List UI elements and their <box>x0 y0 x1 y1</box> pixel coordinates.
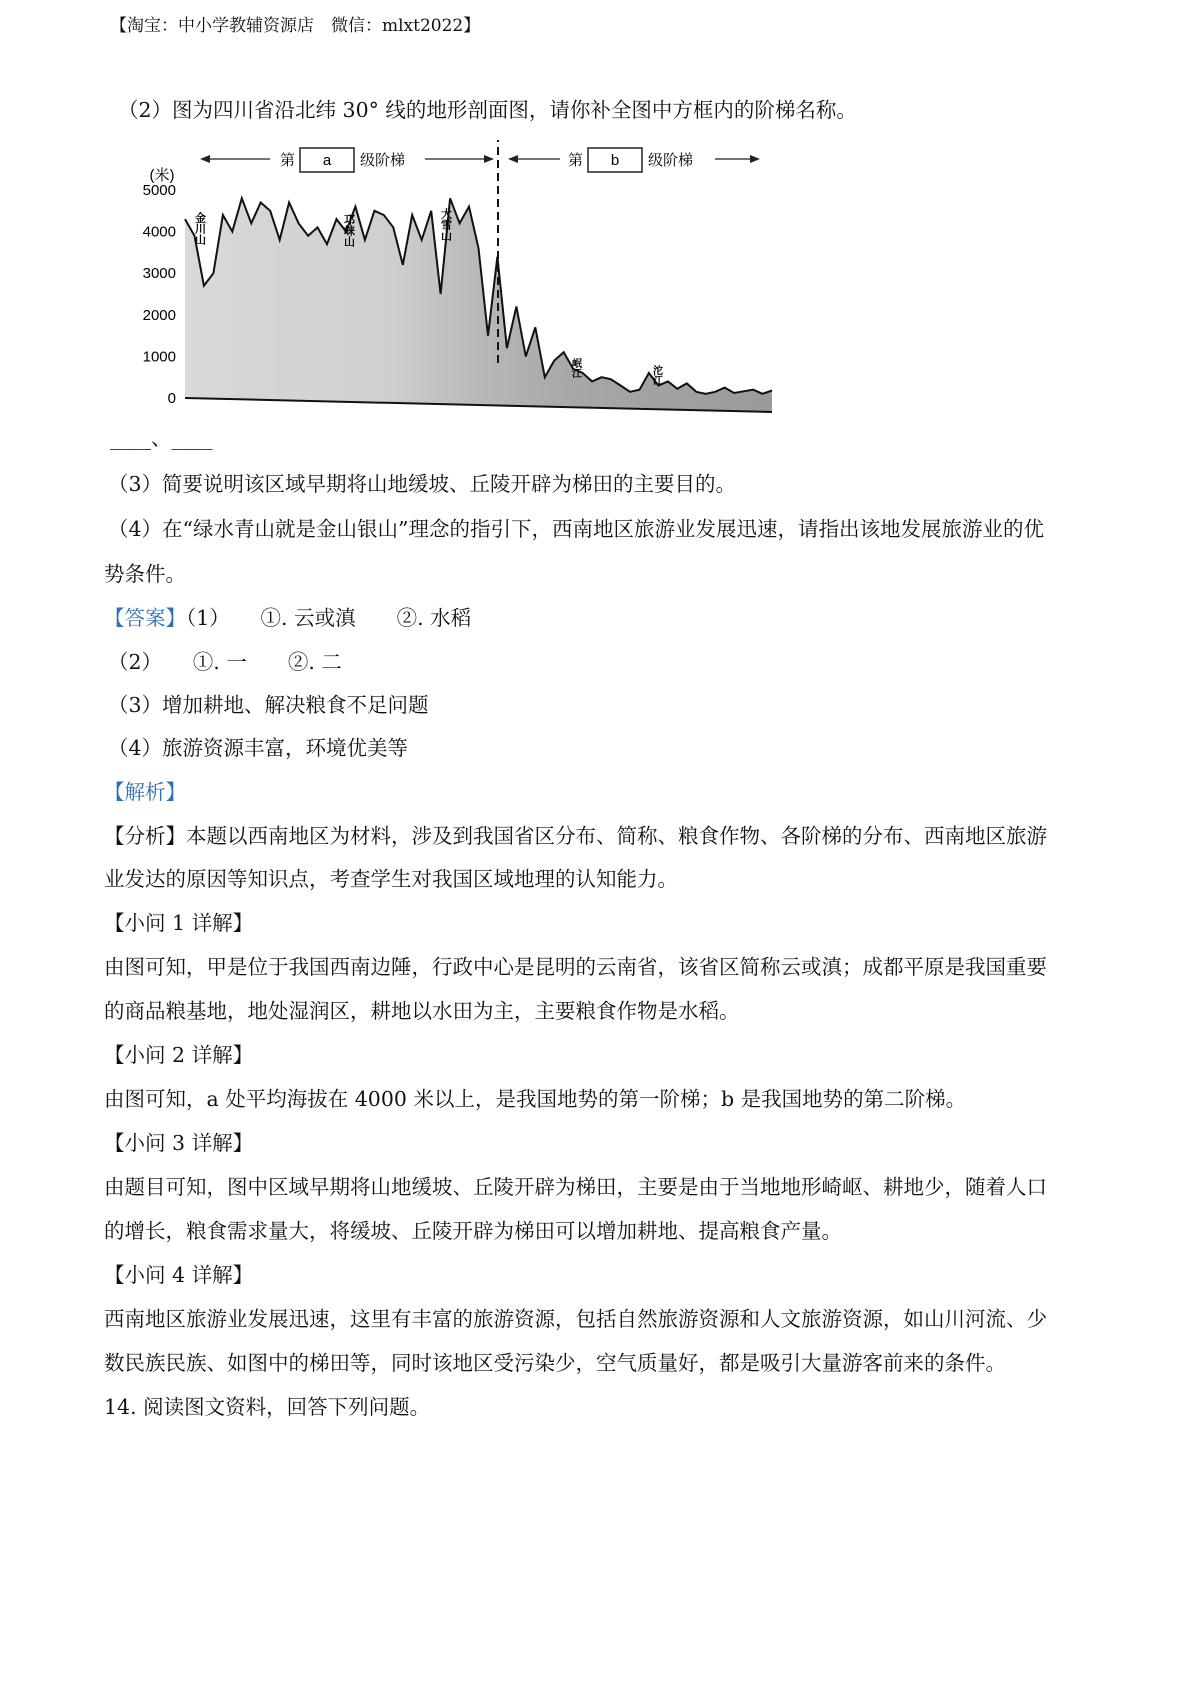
question-4-line-1: （4）在“绿水青山就是金山银山”理念的指引下，西南地区旅游业发展迅速，请指出该地发展旅游业的优 <box>108 517 1045 541</box>
answer-1: （1） ①. 云或滇 ②. 水稻 <box>186 606 472 630</box>
question-14: 14. 阅读图文资料，回答下列问题。 <box>104 1395 431 1419</box>
y-tick-label: 0 <box>167 390 176 407</box>
right-step-box-text: b <box>610 152 620 169</box>
sub-question-2-title: 【小问 2 详解】 <box>104 1043 254 1067</box>
sub-question-2-line-1: 由图可知，a 处平均海拔在 4000 米以上，是我国地势的第一阶梯；b 是我国地势的第二阶梯。 <box>104 1087 967 1111</box>
terrain-profile-chart <box>140 140 860 460</box>
analysis-tag: 【解析】 <box>104 780 186 804</box>
left-step-label-pre: 第 <box>280 151 296 169</box>
y-tick-label: 4000 <box>142 223 176 241</box>
y-axis-labels <box>143 182 176 407</box>
answer-4: （4）旅游资源丰富，环境优美等 <box>108 736 409 760</box>
question-2-blank: ____、____ <box>110 426 213 450</box>
y-tick-label: 2000 <box>142 306 176 324</box>
right-arrowhead-2 <box>750 155 760 163</box>
annotation-2: 邛崃山 <box>342 214 356 247</box>
sub-question-3-title: 【小问 3 详解】 <box>104 1131 254 1155</box>
answer-2: （2） ①. 一 ②. 二 <box>108 650 342 674</box>
analysis-line-2: 业发达的原因等知识点，考查学生对我国区域地理的认知能力。 <box>104 867 678 891</box>
analysis-line-1: 【分析】本题以西南地区为材料，涉及到我国省区分布、简称、粮食作物、各阶梯的分布、西南地区旅游 <box>104 824 1047 848</box>
left-arrowhead-2 <box>484 155 494 163</box>
answer-3: （3）增加耕地、解决粮食不足问题 <box>108 693 429 717</box>
question-4-line-2: 势条件。 <box>104 562 186 586</box>
annotation-4: 岷江 <box>569 358 581 378</box>
question-2-prompt: （2）图为四川省沿北纬 30° 线的地形剖面图，请你补全图中方框内的阶梯名称。 <box>118 98 857 122</box>
answer-tag: 【答案】 <box>104 606 186 630</box>
terrain-profile-area <box>185 198 772 412</box>
y-tick-label: 5000 <box>142 182 176 199</box>
sub-question-1-line-1: 由图可知，甲是位于我国西南边陲，行政中心是昆明的云南省，该省区简称云或滇；成都平原是我国重要 <box>104 955 1047 979</box>
sub-question-1-title: 【小问 1 详解】 <box>104 911 254 935</box>
right-arrowhead <box>508 155 518 163</box>
y-tick-label: 3000 <box>142 265 176 283</box>
y-tick-label: 1000 <box>142 348 176 366</box>
sub-question-3-line-1: 由题目可知，图中区域早期将山地缓坡、丘陵开辟为梯田，主要是由于当地地形崎岖、耕地少，随着人口 <box>104 1175 1047 1199</box>
answer-row-1 <box>104 604 471 632</box>
left-arrowhead <box>200 155 210 163</box>
annotation-1: 金川山 <box>193 212 207 245</box>
left-step-label-post: 级阶梯 <box>360 151 406 169</box>
annotation-3: 大雪山 <box>439 208 453 241</box>
right-step-label-post: 级阶梯 <box>648 151 694 169</box>
annotation-5: 沱江 <box>650 365 662 385</box>
sub-question-4-line-2: 数民族民族、如图中的梯田等，同时该地区受污染少，空气质量好，都是吸引大量游客前来的条件。 <box>104 1351 1006 1375</box>
page-header: 【淘宝：中小学教辅资源店 微信：mlxt2022】 <box>110 16 481 36</box>
sub-question-3-line-2: 的增长，粮食需求量大，将缓坡、丘陵开辟为梯田可以增加耕地、提高粮食产量。 <box>104 1219 842 1243</box>
left-step-box-text: a <box>322 152 332 169</box>
sub-question-1-line-2: 的商品粮基地，地处湿润区，耕地以水田为主，主要粮食作物是水稻。 <box>104 999 740 1023</box>
question-3: （3）简要说明该区域早期将山地缓坡、丘陵开辟为梯田的主要目的。 <box>108 472 737 496</box>
right-step-label-pre: 第 <box>568 151 584 169</box>
sub-question-4-title: 【小问 4 详解】 <box>104 1263 254 1287</box>
sub-question-4-line-1: 西南地区旅游业发展迅速，这里有丰富的旅游资源，包括自然旅游资源和人文旅游资源，如山川河流、少 <box>104 1307 1047 1331</box>
y-axis-unit: (米) <box>149 167 175 184</box>
